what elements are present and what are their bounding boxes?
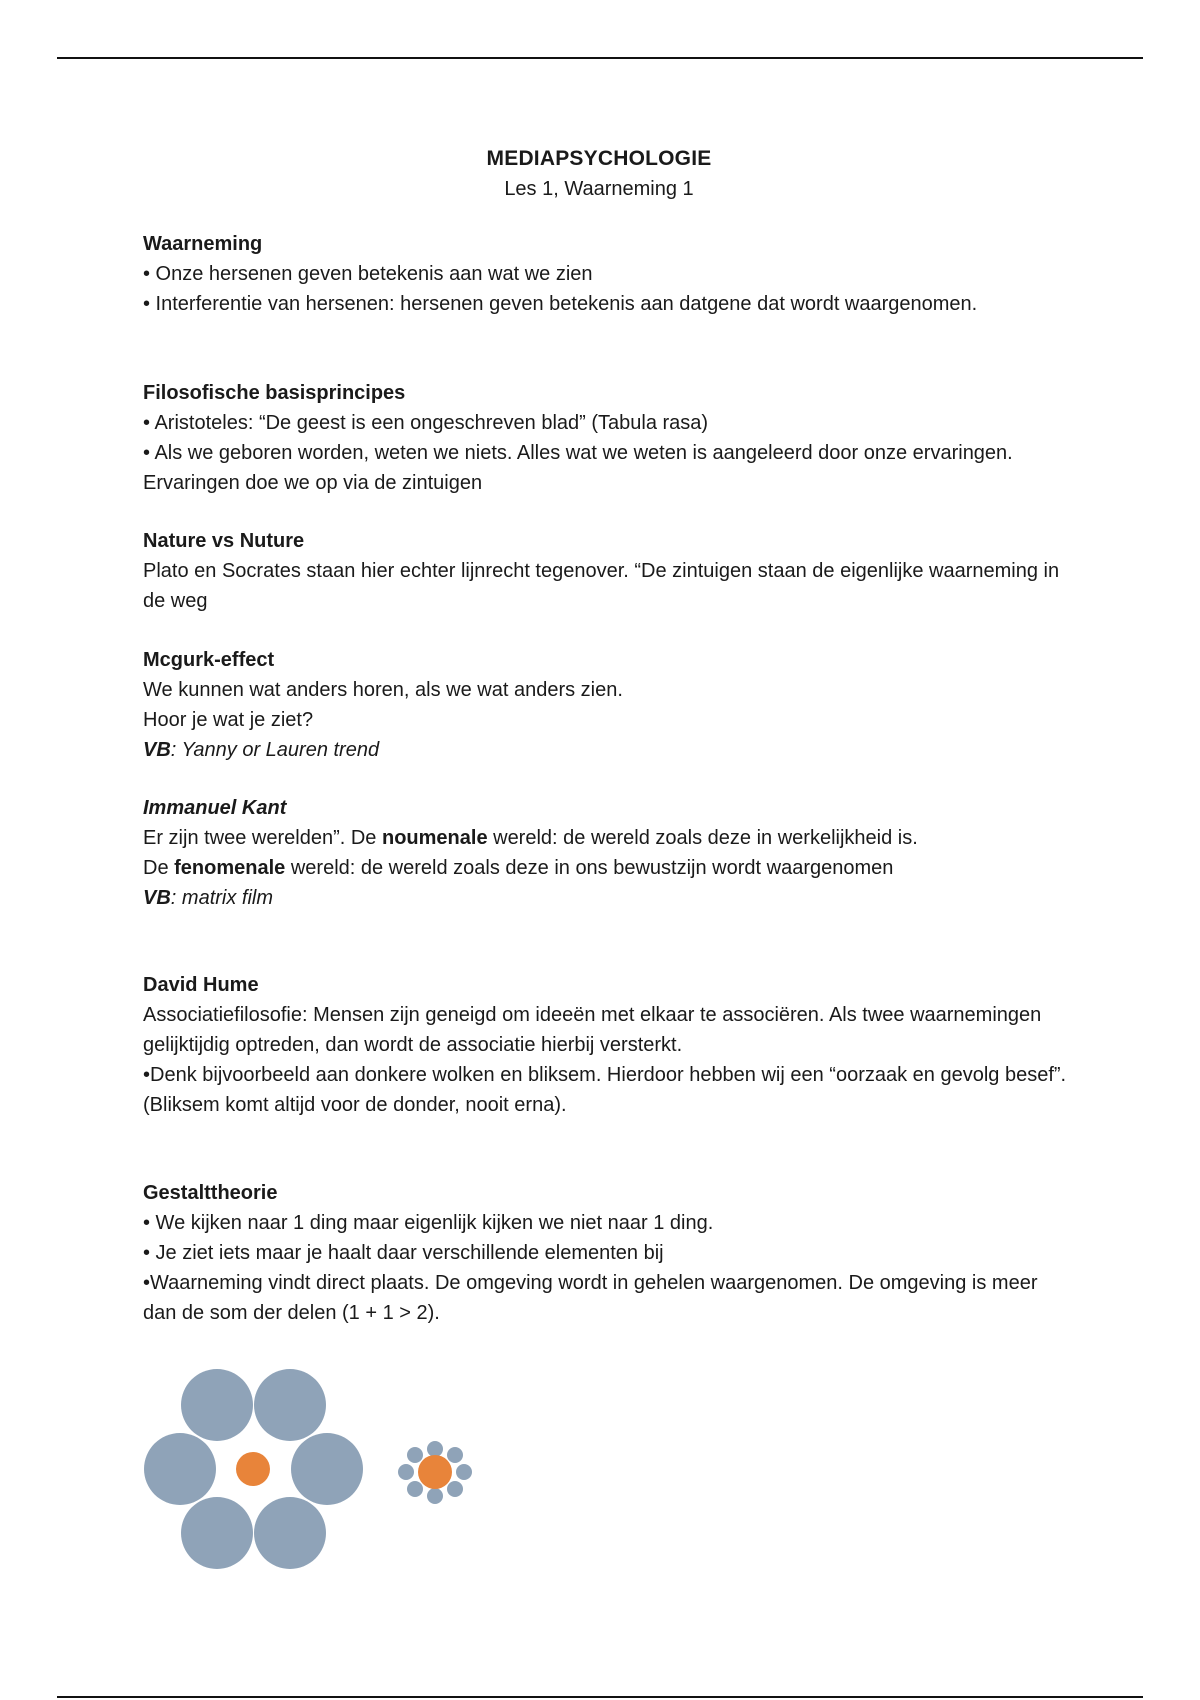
small-surround-circle (447, 1481, 463, 1497)
bullet-line: • Als we geboren worden, weten we niets. Alles wat we weten is aangeleerd door onze ervaringen. Ervaringen doe we op via de zintuigen (143, 442, 1013, 494)
bottom-rule (57, 1696, 1143, 1698)
section-heading: Nature vs Nuture (143, 530, 305, 552)
surround-circle (181, 1497, 253, 1569)
top-rule (57, 57, 1143, 59)
bullet-line: • We kijken naar 1 ding maar eigenlijk kijken we niet naar 1 ding. (143, 1212, 714, 1234)
section-heading: Waarneming (143, 233, 263, 255)
small-surround-circle (398, 1464, 414, 1480)
small-surround-circle (427, 1488, 443, 1504)
emphasis-fenomenale: fenomenale (174, 857, 286, 879)
document-subtitle: Les 1, Waarneming 1 (504, 178, 694, 200)
large-surround-group (144, 1369, 363, 1569)
small-surround-circle (407, 1447, 423, 1463)
text-run: wereld: de wereld zoals deze in werkelijkheid is. (487, 827, 918, 849)
paragraph (143, 823, 1073, 853)
small-surround-circle (427, 1441, 443, 1457)
section-kant (143, 793, 1073, 913)
surround-circle (144, 1433, 216, 1505)
center-circle (236, 1452, 270, 1486)
ebbinghaus-illusion-figure (143, 1365, 483, 1575)
paragraph: Plato en Socrates staan hier echter lijnrecht tegenover. “De zintuigen staan de eigenlijke waarneming in de weg (143, 560, 1060, 612)
small-surround-circle (407, 1481, 423, 1497)
section-filosofie (143, 378, 1073, 498)
surround-circle (254, 1497, 326, 1569)
bullet-line: • Je ziet iets maar je haalt daar verschillende elementen bij (143, 1242, 664, 1264)
surround-circle (181, 1369, 253, 1441)
text-run: wereld: de wereld zoals deze in ons bewustzijn wordt waargenomen (285, 857, 894, 879)
surround-circle (254, 1369, 326, 1441)
section-heading: Immanuel Kant (143, 797, 287, 819)
text-run: De (143, 857, 175, 879)
bullet-line: • Aristoteles: “De geest is een ongeschreven blad” (Tabula rasa) (143, 412, 709, 434)
emphasis-noumenale: noumenale (381, 827, 488, 849)
section-mcgurk (143, 645, 1073, 765)
bullet-line: • Onze hersenen geven betekenis aan wat we zien (143, 263, 593, 285)
section-heading: Gestalttheorie (143, 1182, 278, 1204)
paragraph: Associatiefilosofie: Mensen zijn geneigd om ideeën met elkaar te associëren. Als twee waarnemingen gelijktijdig optreden, dan wordt de associatie hierbij versterkt. (143, 1004, 1042, 1056)
small-surround-circle (447, 1447, 463, 1463)
example-label: VB (143, 887, 171, 909)
section-waarneming (143, 229, 1073, 319)
title-block (143, 144, 1055, 204)
example-text: : matrix film (170, 887, 274, 909)
text-run: Er zijn twee werelden”. De (143, 827, 382, 849)
section-hume (143, 970, 1073, 1120)
bullet-line: •Waarneming vindt direct plaats. De omgeving wordt in gehelen waargenomen. De omgeving is meer dan de som der delen (1 + 1 > 2). (143, 1272, 1038, 1324)
section-nature-vs-nurture (143, 526, 1073, 616)
paragraph: We kunnen wat anders horen, als we wat anders zien. (143, 679, 623, 701)
small-surround-group (398, 1441, 472, 1504)
example-line (143, 883, 1073, 913)
small-surround-circle (456, 1464, 472, 1480)
section-heading: Mcgurk-effect (143, 649, 275, 671)
paragraph (143, 853, 1073, 883)
paragraph: •Denk bijvoorbeeld aan donkere wolken en bliksem. Hierdoor hebben wij een “oorzaak en gevolg besef”. (Bliksem komt altijd voor de donder, nooit erna). (143, 1064, 1067, 1116)
section-gestalt (143, 1178, 1073, 1328)
example-line (143, 735, 1073, 765)
example-text: : Yanny or Lauren trend (170, 739, 380, 761)
example-label: VB (143, 739, 171, 761)
surround-circle (291, 1433, 363, 1505)
section-heading: David Hume (143, 974, 259, 996)
document-title: MEDIAPSYCHOLOGIE (486, 147, 712, 170)
paragraph: Hoor je wat je ziet? (143, 709, 314, 731)
section-heading: Filosofische basisprincipes (143, 382, 406, 404)
bullet-line: • Interferentie van hersenen: hersenen geven betekenis aan datgene dat wordt waargenomen. (143, 293, 978, 315)
center-circle (418, 1455, 452, 1489)
